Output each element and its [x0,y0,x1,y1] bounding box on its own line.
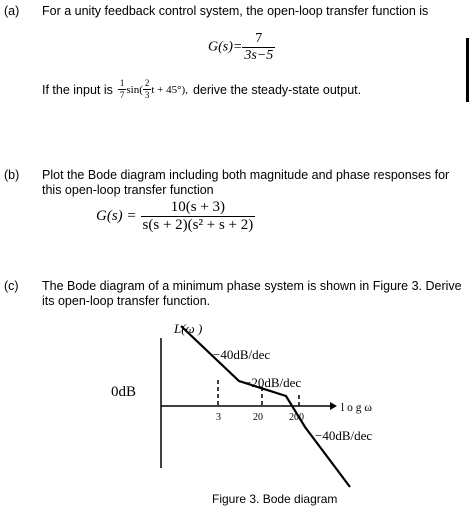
part-b-g-denominator: s(s + 2)(s² + s + 2) [142,217,254,233]
part-a-g-numerator: 7 [255,31,263,46]
part-b-g-numerator: 10(s + 3) [170,199,226,215]
part-a-coef-num: 1 [119,78,125,88]
slope-1-label: −40dB/dec [213,347,271,362]
tick-label-200: 200 [289,412,304,423]
x-axis-arrowhead [330,402,337,410]
tick-label-20: 20 [253,412,263,423]
part-a-input-sin: sin( [126,83,143,96]
part-a-input-prefix: If the input is [42,82,113,97]
part-a-g-lhs: G(s)= [208,39,243,55]
slope-3-label: −40dB/dec [315,428,373,443]
part-c-prompt-line1: The Bode diagram of a minimum phase system is shown in Figure 3. Derive [42,279,462,293]
part-b-label: (b) [4,168,20,182]
part-a-arg-num: 2 [144,78,150,88]
part-a-coef-den: 7 [119,90,125,100]
part-a-prompt: For a unity feedback control system, the open-loop transfer function is [42,4,429,18]
part-b-g-lhs: G(s) = [96,208,137,224]
y-axis-label: L(ω ) [174,321,203,336]
part-a-arg-den: 3 [144,90,150,100]
tick-label-3: 3 [216,412,221,423]
part-a-input-suffix: derive the steady-state output. [192,82,362,97]
x-axis-label: l o g ω [341,402,372,414]
slope-2-label: −20dB/dec [244,375,302,390]
part-c-label: (c) [4,279,19,293]
zero-db-label: 0dB [111,384,137,400]
part-a-g-denominator: 3s−5 [244,48,274,63]
part-b-prompt-line2: this open-loop transfer function [42,183,214,197]
part-c-prompt-line2: its open-loop transfer function. [42,294,211,308]
part-a-label: (a) [4,4,20,18]
part-b-prompt-line1: Plot the Bode diagram including both magnitude and phase responses for [42,168,450,182]
figure-caption: Figure 3. Bode diagram [212,492,338,506]
part-a-input-tail: t + 45°), [151,83,188,96]
